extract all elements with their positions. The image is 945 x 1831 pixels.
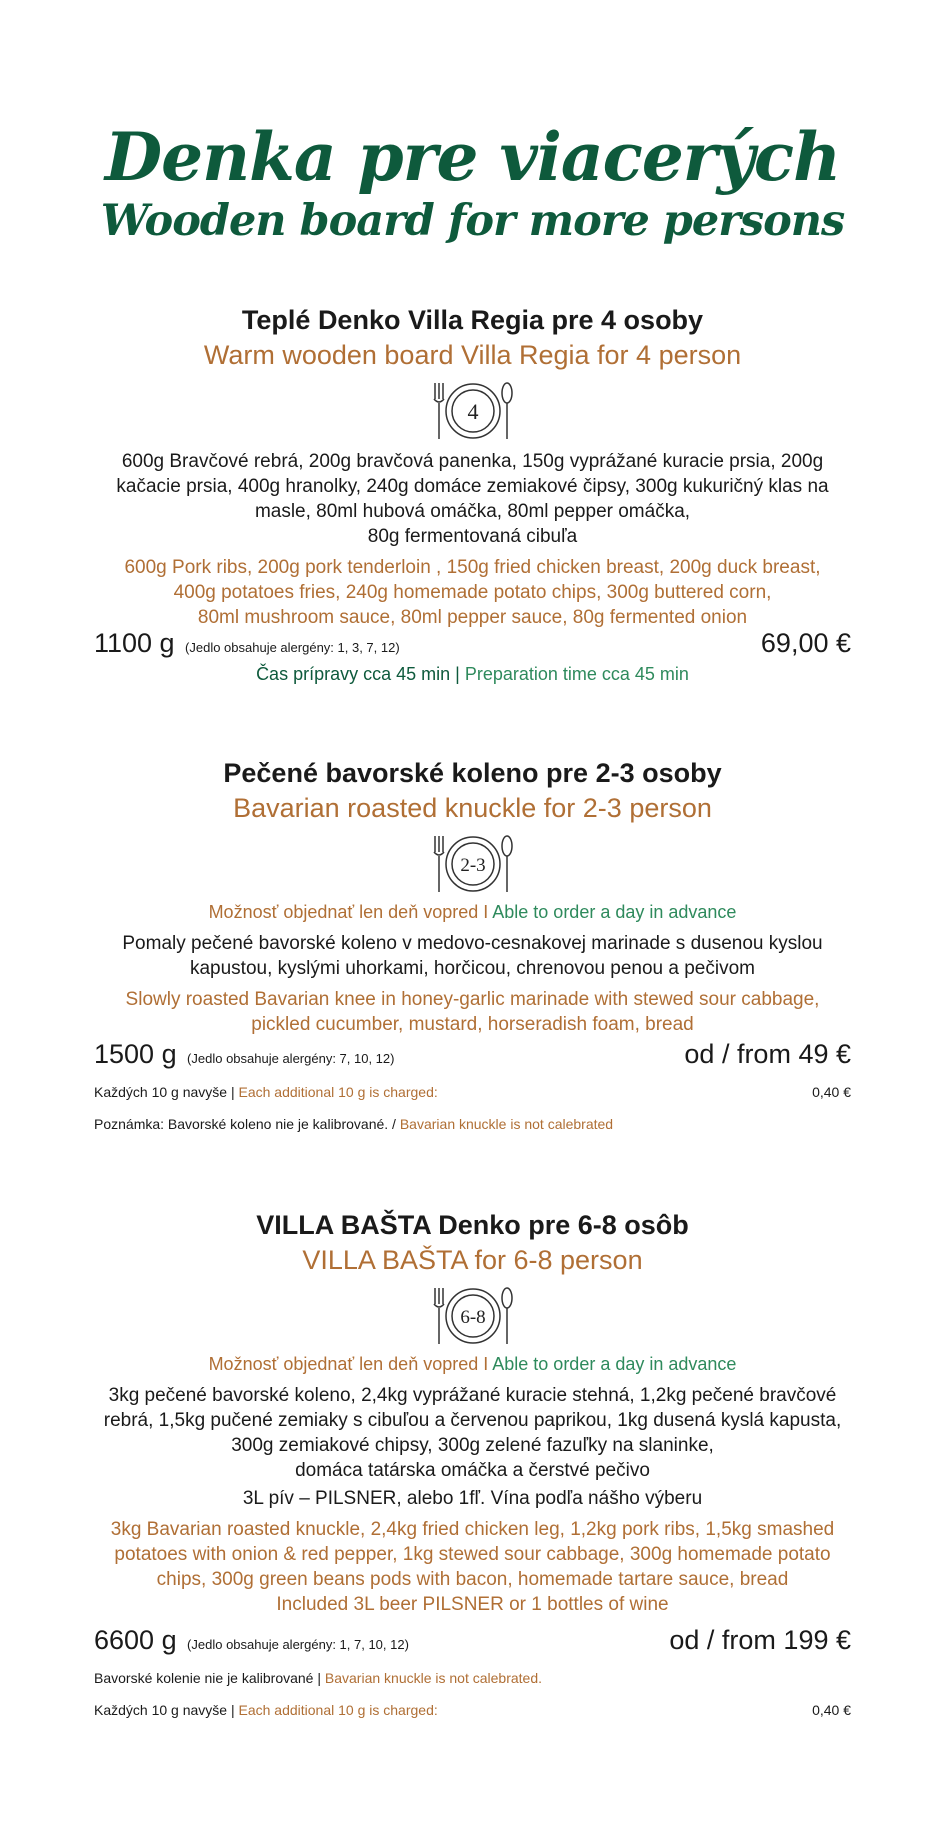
item-heading-en: VILLA BAŠTA for 6-8 person (302, 1245, 643, 1275)
extra-price: 0,40 € (812, 1702, 851, 1718)
item-description-en: 3kg Bavarian roasted knuckle, 2,4kg fried chicken leg, 1,2kg pork ribs, 1,5kg smashed potatoes with onion & red pepper, 1kg stewed sour cabbage, 300g homemade potato chips, 300g green beans pods with bacon, homemade tartare sauce, bread Included 3L beer PILSNER or 1 bottles of wine (110, 1519, 835, 1615)
item-weight: 1100 g (94, 628, 175, 658)
page-subtitle: Wooden board for more persons (100, 196, 845, 246)
persons-label: 2-3 (459, 855, 486, 876)
plate-icon (0, 379, 945, 443)
item-description-en: 600g Pork ribs, 200g pork tenderloin , 150g fried chicken breast, 200g duck breast, 400g potatoes fries, 240g homemade potato chips, 300g buttered corn, 80ml mushroom sauce, 80ml pepper sauce, 80g fermented onion (124, 557, 821, 628)
menu-item-villa-basta (0, 1210, 945, 1617)
item-heading-sk: VILLA BAŠTA Denko pre 6-8 osôb (256, 1210, 689, 1240)
item-heading-sk: Pečené bavorské koleno pre 2-3 osoby (223, 758, 722, 788)
calibration-note: Bavorské kolenie nie je kalibrované | Bavarian knuckle is not calebrated. (94, 1670, 543, 1686)
plate-icon (0, 1284, 945, 1348)
advance-order-note: Možnosť objednať len deň vopred I Able to order a day in advance (208, 902, 737, 922)
extra-price: 0,40 € (812, 1084, 851, 1100)
item-heading-en: Warm wooden board Villa Regia for 4 person (203, 340, 742, 370)
item-description-sk: 600g Bravčové rebrá, 200g bravčová panenka, 150g vyprážané kuracie prsia, 200g kačacie prsia, 400g hranolky, 240g domáce zemiakové čipsy, 300g kukuričný klas na masle, 80ml hubová omáčka, 80ml pepper omáčka, 80g fermentovaná cibuľa (116, 451, 829, 547)
menu-item-bavarian-knuckle (0, 758, 945, 1037)
plate-icon (0, 832, 945, 896)
item-weight: 1500 g (94, 1039, 177, 1069)
advance-order-note: Možnosť objednať len deň vopred I Able to order a day in advance (208, 1354, 737, 1374)
page-title: Denka pre viacerých (104, 118, 841, 196)
persons-label: 6-8 (459, 1307, 486, 1328)
item-description-sk: Pomaly pečené bavorské koleno v medovo-cesnakovej marinade s dusenou kyslou kapustou, kyslými uhorkami, horčicou, chrenovou penou a pečivom (122, 933, 823, 979)
extra-weight-charge: Každých 10 g navyše | Each additional 10 g is charged: 0,40 € (94, 1702, 851, 1718)
item-price: 69,00 € (760, 628, 851, 658)
item-description-sk: 3kg pečené bavorské koleno, 2,4kg vyprážané kuracie stehná, 1,2kg pečené bravčové rebrá, 1,5kg pučené zemiaky s cibuľou a červenou paprikou, 1kg dusená kyslá kapusta, 300g zemiakové chipsy, 300g zelené fazuľky na slaninke, domáca tatárska omáčka a čerstvé pečivo 3L pív – PILSNER, alebo 1fľ. Vína podľa nášho výberu (103, 1385, 842, 1509)
persons-label: 4 (467, 399, 478, 424)
item-allergens: (Jedlo obsahuje alergény: 1, 7, 10, 12) (187, 1637, 409, 1652)
calibration-note: Poznámka: Bavorské koleno nie je kalibrované. / Bavarian knuckle is not calebrated (94, 1116, 614, 1132)
item-heading-sk: Teplé Denko Villa Regia pre 4 osoby (241, 305, 704, 335)
item-heading-en: Bavarian roasted knuckle for 2-3 person (233, 793, 712, 823)
item-weight-price-row (94, 628, 851, 659)
prep-time: Čas prípravy cca 45 min | Preparation time cca 45 min (256, 664, 689, 684)
item-weight-price-row (94, 1039, 851, 1070)
extra-weight-charge: Každých 10 g navyše | Each additional 10 g is charged: 0,40 € (94, 1084, 851, 1100)
item-weight: 6600 g (94, 1625, 177, 1655)
item-weight-price-row (94, 1625, 851, 1656)
item-allergens: (Jedlo obsahuje alergény: 7, 10, 12) (187, 1051, 395, 1066)
menu-item-villa-regia (0, 305, 945, 630)
item-price: od / from 49 € (684, 1039, 851, 1069)
item-allergens: (Jedlo obsahuje alergény: 1, 3, 7, 12) (185, 640, 400, 655)
item-description-en: Slowly roasted Bavarian knee in honey-garlic marinade with stewed sour cabbage, pickled cucumber, mustard, horseradish foam, bread (125, 989, 820, 1035)
item-price: od / from 199 € (669, 1625, 851, 1655)
